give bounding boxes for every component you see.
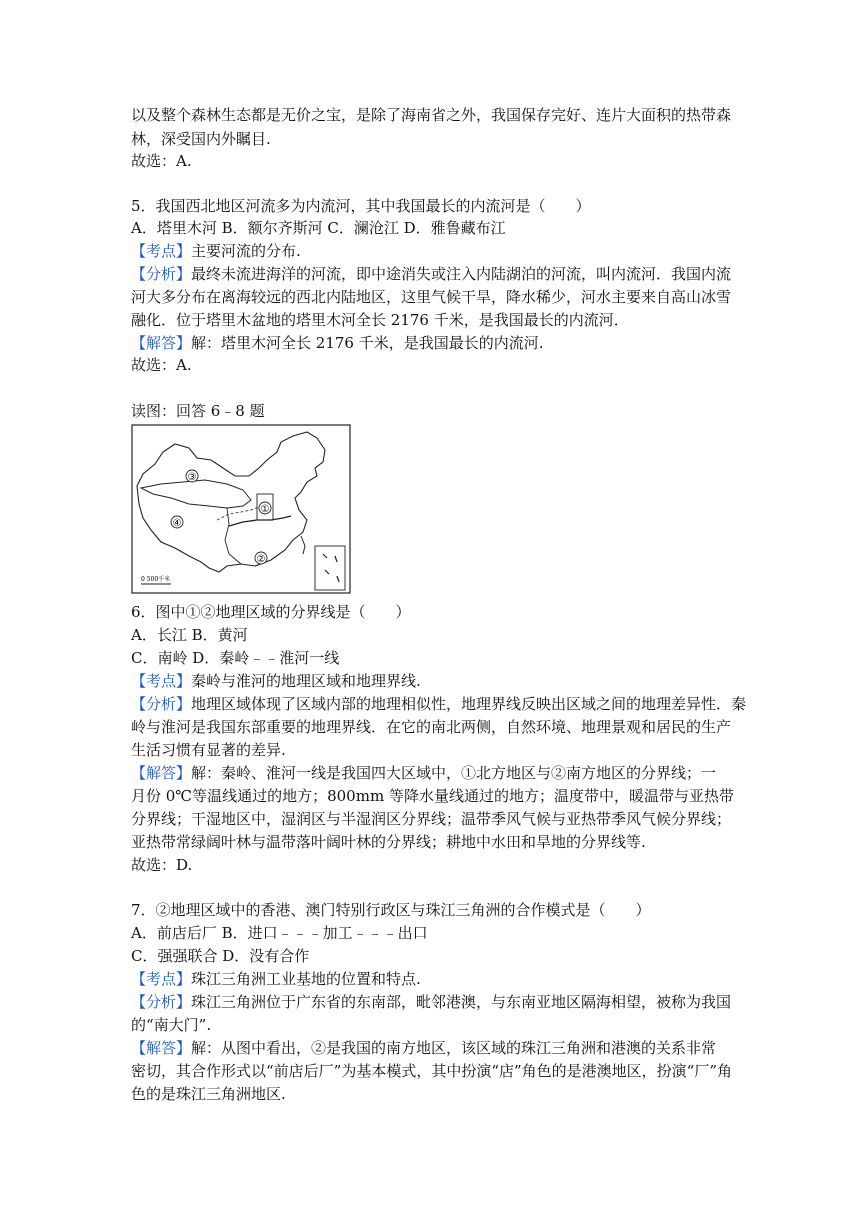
q6-options-1: A．长江 B．黄河 [131,626,248,644]
q6-jieda-4: 亚热带常绿阔叶林与温带落叶阔叶林的分界线；耕地中水田和旱地的分界线等. [131,833,646,851]
q6-jieda-3: 分界线；干湿地区中，湿润区与半湿润区分界线；温带季风气候与亚热带季风气候分界线； [131,810,732,828]
q5-fenxi-2: 河大多分布在离海较远的西北内陆地区，这里气候干旱，降水稀少，河水主要来自高山冰雪 [131,288,732,306]
jieda-text: 解：塔里木河全长 2176 千米，是我国最长的内流河. [191,334,544,352]
jieda-tag: 【解答】 [131,764,192,782]
kaodian-tag: 【考点】 [131,672,192,690]
q5-fenxi-3: 融化．位于塔里木盆地的塔里木河全长 2176 千米，是我国最长的内流河． [131,311,629,329]
fenxi-tag: 【分析】 [131,695,192,713]
q6-kaodian [131,670,421,692]
q7-fenxi-1 [131,991,731,1013]
region-1-label: ① [260,504,270,515]
q7-jieda-2: 密切，其合作形式以“前店后厂”为基本模式，其中扮演“店”角色的是港澳地区，扮演“厂”角 [131,1062,733,1080]
q6-answer: 故选：D. [131,856,193,874]
q7-jieda-1 [131,1037,716,1059]
region-2-label: ② [256,554,266,565]
read-map-instruction: 读图：回答 6﹣8 题 [131,402,265,420]
south-china-sea-inset [315,546,345,590]
intro-line-1: 以及整个森林生态都是无价之宝，是除了海南省之外，我国保存完好、连片大面积的热带森 [131,106,732,124]
jieda-tag: 【解答】 [131,334,192,352]
q7-fenxi-2: 的“南大门”. [131,1016,212,1034]
q6-fenxi-1 [131,693,746,715]
q7-options-1: A．前店后厂 B．进口﹣﹣﹣加工﹣﹣﹣出口 [131,924,428,942]
jieda-text: 解：从图中看出，②是我国的南方地区，该区域的珠江三角洲和港澳的关系非常 [191,1039,717,1057]
kaodian-tag: 【考点】 [131,970,192,988]
fenxi-tag: 【分析】 [131,265,192,283]
kaodian-text: 主要河流的分布. [191,242,301,260]
region-3-label: ③ [187,472,197,483]
q7-options-2: C．强强联合 D．没有合作 [131,947,310,965]
q5-fenxi-1 [131,263,731,285]
q6-jieda-2: 月份 0℃等温线通过的地方；800mm 等降水量线通过的地方；温度带中，暖温带与亚热带 [131,787,734,805]
fenxi-text: 地理区域体现了区域内部的地理相似性，地理界线反映出区域之间的地理差异性．秦 [191,695,747,713]
q5-options: A．塔里木河 B．额尔齐斯河 C．澜沧江 D．雅鲁藏布江 [131,219,506,237]
intro-answer: 故选：A. [131,152,192,170]
q6-fenxi-3: 生活习惯有显著的差异. [131,741,286,759]
fenxi-text: 珠江三角洲位于广东省的东南部，毗邻港澳，与东南亚地区隔海相望，被称为我国 [191,993,732,1011]
q7-jieda-3: 色的是珠江三角洲地区. [131,1085,286,1103]
q5-stem: 5．我国西北地区河流多为内流河，其中我国最长的内流河是（ ） [131,197,591,215]
jieda-tag: 【解答】 [131,1039,192,1057]
fenxi-tag: 【分析】 [131,993,192,1011]
q6-fenxi-2: 岭与淮河是我国东部重要的地理界线．在它的南北两侧，自然环境、地理景观和居民的生产 [131,718,732,736]
jieda-text: 解：秦岭、淮河一线是我国四大区域中，①北方地区与②南方地区的分界线；一 [191,764,717,782]
q6-options-2: C．南岭 D．秦岭﹣﹣淮河一线 [131,649,340,667]
q6-stem: 6．图中①②地理区域的分界线是（ ） [131,603,411,621]
q7-kaodian [131,968,421,990]
q6-jieda-1 [131,762,716,784]
china-map-figure [131,424,351,594]
q5-answer: 故选：A. [131,356,192,374]
fenxi-text: 最终未流进海洋的河流，即中途消失或注入内陆湖泊的河流，叫内流河．我国内流 [191,265,732,283]
kaodian-text: 珠江三角洲工业基地的位置和特点. [191,970,421,988]
kaodian-tag: 【考点】 [131,242,192,260]
region-4-label: ④ [172,518,182,529]
intro-line-2: 林，深受国内外瞩目. [131,130,271,148]
kaodian-text: 秦岭与淮河的地理区域和地理界线. [191,672,421,690]
q5-jieda [131,332,544,354]
scale-label: 0 500千米 [141,576,171,583]
q5-kaodian [131,240,301,262]
q7-stem: 7．②地理区域中的香港、澳门特别行政区与珠江三角洲的合作模式是（ ） [131,901,651,919]
